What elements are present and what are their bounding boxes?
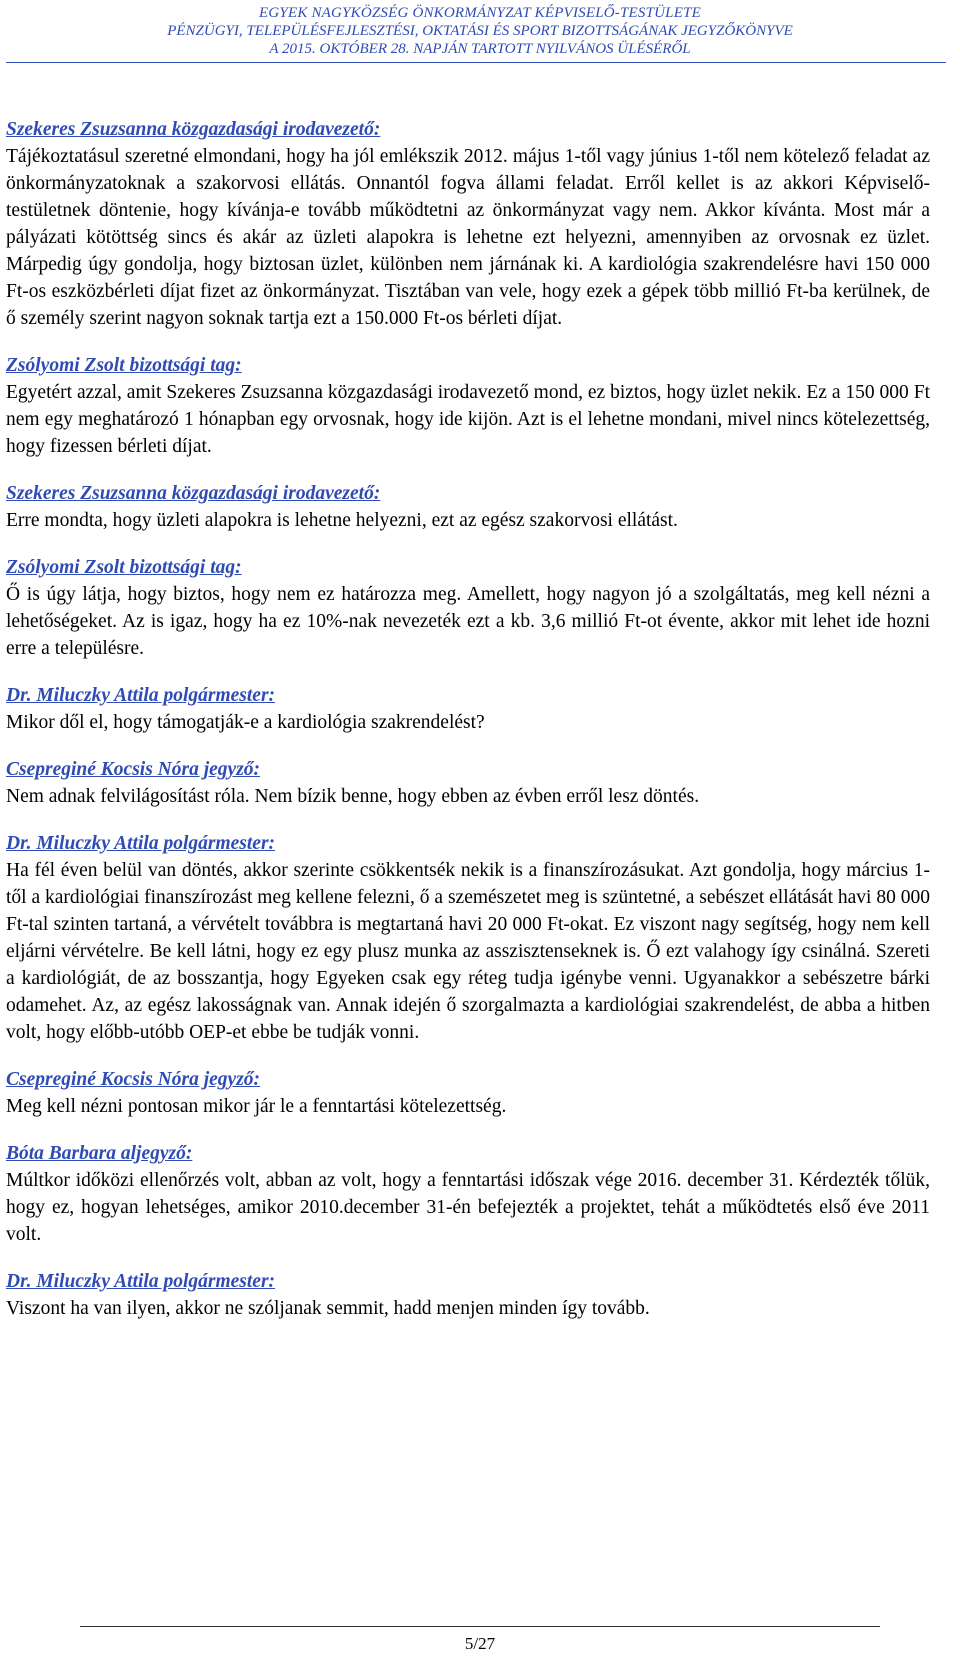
speaker-name: Zsólyomi Zsolt bizottsági tag: (6, 557, 242, 578)
speaker-name: Dr. Miluczky Attila polgármester: (6, 833, 276, 854)
speech-text: Tájékoztatásul szeretné elmondani, hogy ha jól emlékszik 2012. május 1-től vagy június 1-től nem kötelező feladat az önkormányzatoknak a szakorvosi ellátás. Onnantól fogva állami feladat. Erről kellet is az akkori Képviselő-testületnek döntenie, hogy kívánja-e tovább működtetni az önkormányzat vagy nem. Akkor kívánta. Most már a pályázati kötöttség sincs és akár az üzleti alapokra is lehetne ezt helyezni, amennyiben az orvosnak ez üzlet. Márpedig úgy gondolja, hogy biztosan üzlet, különben nem járnának ki. A kardiológia szakrendelésre havi 150 000 Ft-os eszközbérleti díjat fizet az önkormányzat. Tisztában van vele, hogy ezek a gépek több millió Ft-ba kerülnek, de ő személy szerint nagyon soknak tartja ezt a 150.000 Ft-os bérleti díjat. (6, 146, 930, 329)
speech-block (6, 756, 930, 810)
speech-block (6, 352, 930, 460)
footer-divider (80, 1626, 880, 1627)
minutes-body (6, 116, 930, 1342)
speaker-name: Zsólyomi Zsolt bizottsági tag: (6, 355, 242, 376)
speech-block (6, 1066, 930, 1120)
speech-text: Nem adnak felvilágosítást róla. Nem bízik benne, hogy ebben az évben erről lesz döntés. (6, 786, 700, 807)
speech-text: Mikor dől el, hogy támogatják-e a kardiológia szakrendelést? (6, 712, 485, 733)
header-line-1: EGYEK NAGYKÖZSÉG ÖNKORMÁNYZAT KÉPVISELŐ-TESTÜLETE (259, 5, 701, 21)
speech-text: Ha fél éven belül van döntés, akkor szerinte csökkentsék nekik is a finanszírozásukat. Azt gondolja, hogy március 1-től a kardiológiai finanszírozást meg kellene felezni, ő a szemészetet meg is szüntetné, a sebészet ellátását havi 80 000 Ft-tal szinten tartaná, a vérvételt továbbra is megtartaná havi 20 000 Ft-okat. Ez viszont nagy segítség, hogy nem kell eljárni vérvételre. Be kell látni, hogy ez egy plusz munka az asszisztenseknek is. Ő ezt valahogy így csinálná. Szereti a kardiológiát, de az bosszantja, hogy Egyeken csak egy réteg tudja igénybe venni. Ugyanakkor a sebészetre bárki odamehet. Az, az egész lakosságnak van. Annak idején ő szorgalmazta a kardiológiai szakrendelést, de abba a hitben volt, hogy előbb-utóbb OEP-et ebbe be tudják vonni. (6, 860, 930, 1043)
speech-text: Egyetért azzal, amit Szekeres Zsuzsanna közgazdasági irodavezető mond, ez biztos, hogy üzlet nekik. Ez a 150 000 Ft nem egy meghatározó 1 hónapban egy orvosnak, hogy ide kijön. Azt is el lehetne mondani, mivel nincs kötelezettség, hogy fizessen bérleti díjat. (6, 382, 930, 457)
document-header (0, 4, 960, 58)
speaker-name: Szekeres Zsuzsanna közgazdasági irodavezető: (6, 483, 381, 504)
speech-block (6, 1268, 930, 1322)
speaker-name: Dr. Miluczky Attila polgármester: (6, 685, 276, 706)
speech-block (6, 116, 930, 332)
speech-text: Múltkor időközi ellenőrzés volt, abban az volt, hogy a fenntartási időszak vége 2016. december 31. Kérdezték tőlük, hogy ez, hogyan lehetséges, amikor 2010.december 31-én befejezték a projektet, tehát a működtetés első éve 2011 volt. (6, 1170, 930, 1245)
speech-text: Erre mondta, hogy üzleti alapokra is lehetne helyezni, ezt az egész szakorvosi ellátást. (6, 510, 678, 531)
header-line-3: A 2015. OKTÓBER 28. NAPJÁN TARTOTT NYILVÁNOS ÜLÉSÉRŐL (269, 41, 691, 57)
speech-text: Viszont ha van ilyen, akkor ne szóljanak semmit, hadd menjen minden így tovább. (6, 1298, 650, 1319)
speaker-name: Csepreginé Kocsis Nóra jegyző: (6, 759, 261, 780)
speaker-name: Szekeres Zsuzsanna közgazdasági irodavezető: (6, 119, 381, 140)
header-line-2: PÉNZÜGYI, TELEPÜLÉSFEJLESZTÉSI, OKTATÁSI ÉS SPORT BIZOTTSÁGÁNAK JEGYZŐKÖNYVE (167, 23, 793, 39)
speech-block (6, 1140, 930, 1248)
speech-text: Ő is úgy látja, hogy biztos, hogy nem ez határozza meg. Amellett, hogy nagyon jó a szolgáltatás, meg kell nézni a lehetőségeket. Az is igaz, hogy ha ez 10%-nak nevezeték ezt a kb. 3,6 millió Ft-ot évente, akkor mit lehet ide hozni erre a településre. (6, 584, 930, 659)
speech-text: Meg kell nézni pontosan mikor jár le a fenntartási kötelezettség. (6, 1096, 507, 1117)
speech-block (6, 554, 930, 662)
speaker-name: Csepreginé Kocsis Nóra jegyző: (6, 1069, 261, 1090)
speech-block (6, 830, 930, 1046)
speech-block (6, 480, 930, 534)
speech-block (6, 682, 930, 736)
speaker-name: Bóta Barbara aljegyző: (6, 1143, 193, 1164)
speaker-name: Dr. Miluczky Attila polgármester: (6, 1271, 276, 1292)
header-divider (6, 62, 946, 63)
page-number: 5/27 (464, 1634, 496, 1653)
